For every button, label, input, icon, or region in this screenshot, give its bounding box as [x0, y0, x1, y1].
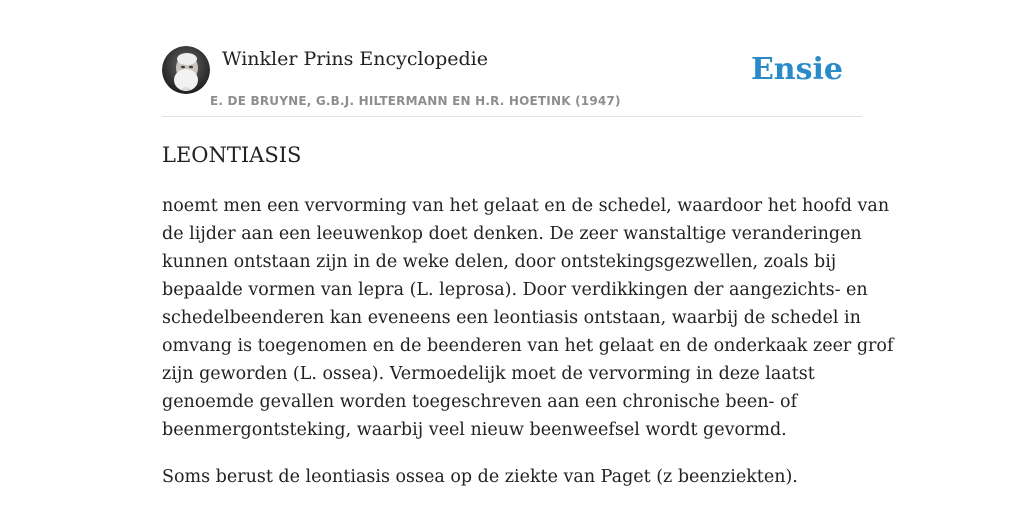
text-line: schedelbeenderen kan eveneens een leontiasis ontstaan, waarbij de schedel in	[162, 308, 861, 328]
brand-logo[interactable]: Ensie	[750, 52, 843, 87]
text-line: omvang is toegenomen en de beenderen van het gelaat en de onderkaak zeer grof	[162, 336, 894, 356]
text-line: bepaalde vormen van lepra (L. leprosa). Door verdikkingen der aangezichts- en	[162, 280, 868, 300]
text-line: noemt men een vervorming van het gelaat en de schedel, waardoor het hoofd van	[162, 196, 890, 216]
text-line: kunnen ontstaan zijn in de weke delen, door ontstekingsgezwellen, zoals bij	[162, 252, 837, 272]
site-title[interactable]: Winkler Prins Encyclopedie	[222, 48, 488, 70]
text-line: zijn geworden (L. ossea). Vermoedelijk moet de vervorming in deze laatst	[162, 364, 815, 384]
text-line: de lijder aan een leeuwenkop doet denken. De zeer wanstaltige veranderingen	[162, 224, 862, 244]
entry-paragraph	[162, 192, 894, 444]
page-header	[162, 46, 862, 117]
entry-title: LEONTIASIS	[162, 143, 302, 167]
authors-line: E. DE BRUYNE, G.B.J. HILTERMANN EN H.R. HOETINK (1947)	[210, 94, 621, 108]
text-line: Soms berust de leontiasis ossea op de ziekte van Paget (z beenziekten).	[162, 467, 798, 487]
entry-body	[162, 192, 894, 510]
author-avatar[interactable]	[162, 46, 210, 94]
text-line: genoemde gevallen worden toegeschreven aan een chronische been- of	[162, 392, 798, 412]
entry-paragraph	[162, 463, 862, 491]
portrait-photo-icon	[162, 46, 210, 94]
text-line: beenmergontsteking, waarbij veel nieuw beenweefsel wordt gevormd.	[162, 420, 787, 440]
